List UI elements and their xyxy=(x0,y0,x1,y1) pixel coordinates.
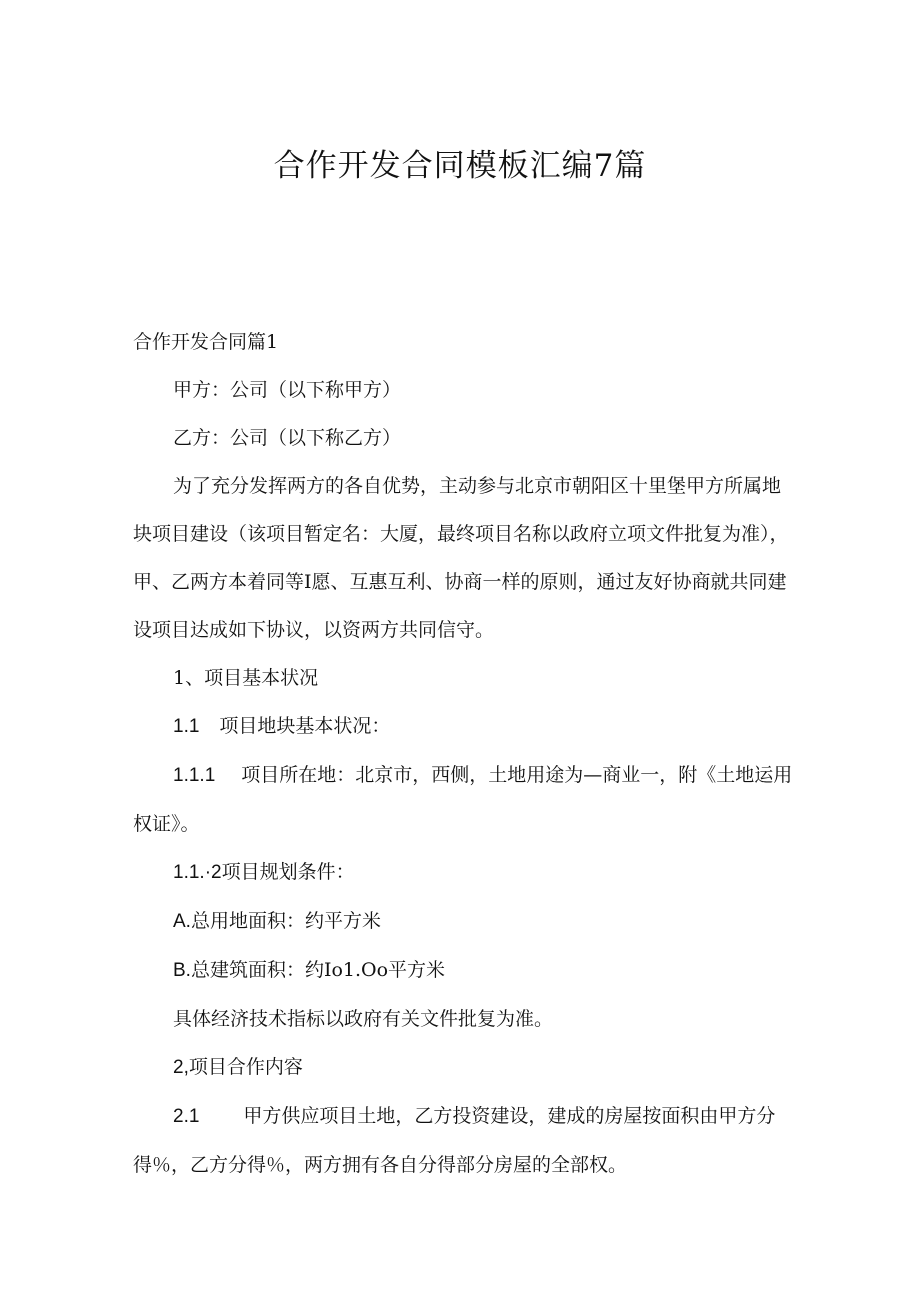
party-b-line: 乙方：公司（以下称乙方） xyxy=(173,427,402,449)
clause-text: 项目所在地：北京市，西侧，土地用途为—商业一，附《土地运用权证》。 xyxy=(133,764,793,835)
clause-1-1-1 xyxy=(133,751,793,848)
clause-b xyxy=(133,946,793,995)
clause-number: 1.1.1 xyxy=(173,765,216,786)
clause-number: A. xyxy=(173,911,191,932)
clause-number: 2.1 xyxy=(173,1106,200,1127)
party-a-line: 甲方：公司（以下称甲方） xyxy=(173,379,402,401)
clause-number: B. xyxy=(173,960,191,981)
clause-a xyxy=(133,897,793,946)
clause-text: 总用地面积：约平方米 xyxy=(190,910,381,932)
clause-1-1 xyxy=(133,702,793,751)
clause-number: 1.1 xyxy=(173,716,200,737)
section-heading: 合作开发合同篇1 xyxy=(133,331,279,353)
clause-text: 项目地块基本状况： xyxy=(219,715,391,737)
preamble-paragraph: 为了充分发挥两方的各自优势，主动参与北京市朝阳区十里堡甲方所属地块项目建设（该项目暂定名：大厦，最终项目名称以政府立项文件批复为准），甲、乙两方本着同等I愿、互惠互利、协商一样的原则，通过友好协商就共同建设项目达成如下协议，以资两方共同信守。 xyxy=(133,475,789,641)
clause-1-heading: 1、项目基本状况 xyxy=(173,667,319,689)
tech-indicator-note: 具体经济技术指标以政府有关文件批复为准。 xyxy=(173,1008,554,1030)
clause-number: 2, xyxy=(173,1057,189,1078)
clause-text: 项目规划条件： xyxy=(221,861,355,883)
clause-text: 总建筑面积：约Io1.Oo平方米 xyxy=(190,959,446,981)
clause-text: 项目合作内容 xyxy=(188,1056,303,1078)
document-body xyxy=(133,318,793,1189)
clause-number: 1.1.·2 xyxy=(173,862,222,883)
document-title: 合作开发合同模板汇编7篇 xyxy=(273,148,647,184)
clause-2-heading xyxy=(133,1043,793,1092)
clause-text: 甲方供应项目土地，乙方投资建设，建成的房屋按面积由甲方分得％，乙方分得％，两方拥有各自分得部分房屋的全部权。 xyxy=(133,1105,776,1176)
clause-2-1 xyxy=(133,1092,793,1189)
clause-1-1-2 xyxy=(133,848,793,897)
